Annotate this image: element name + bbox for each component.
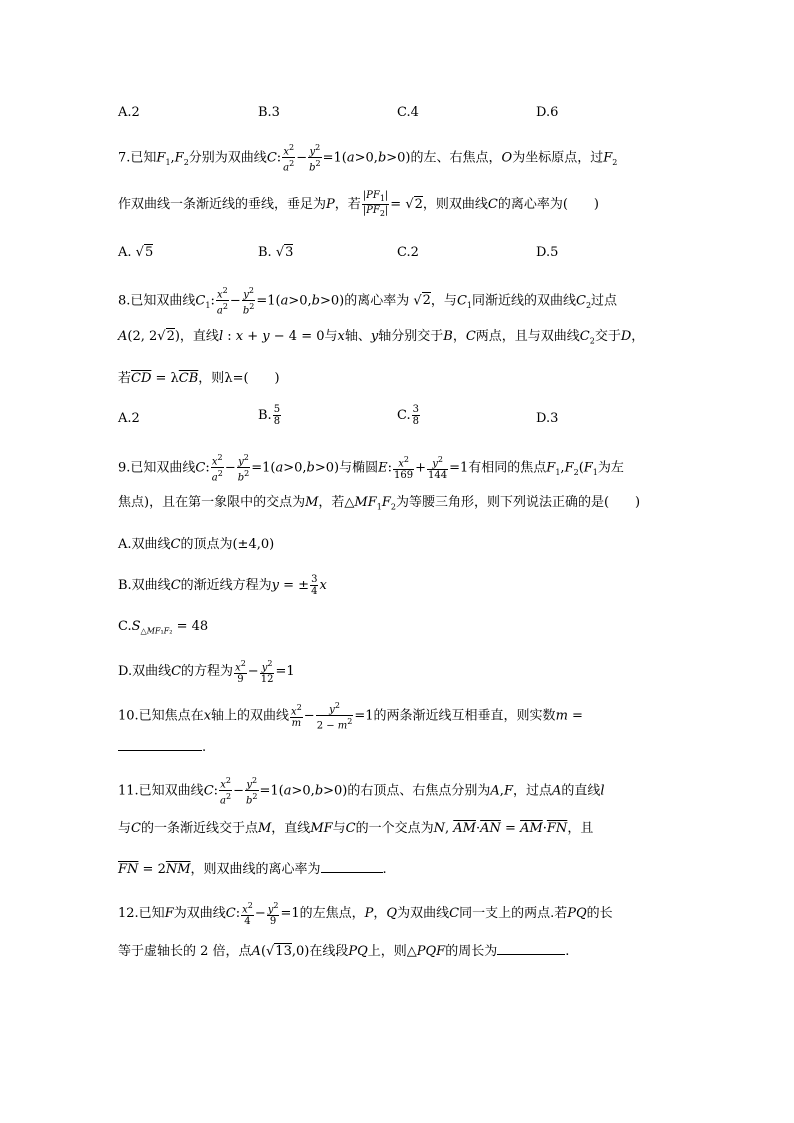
q7-option-d: D.5	[536, 245, 559, 260]
q8-option-c: C. $\frac{3}{8}$	[397, 404, 419, 427]
q9-option-a: A.双曲线C的顶点为(±4,0)	[118, 537, 275, 552]
q12-answer-blank[interactable]	[497, 942, 565, 955]
q8-line-1: 8.已知双曲线$C_1$: $\frac{x^2}{a^2}$ − $\frac{y^2}{b^2}$ =1(a>0,b>0)的离心率为 √2，与$C_1$同渐近线的双曲线$C_2$过点	[118, 286, 618, 317]
q6-option-d: D.6	[536, 105, 559, 120]
q11-line-1: 11.已知双曲线C: $\frac{x^2}{a^2}$ − $\frac{y^2}{b^2}$ =1(a>0,b>0)的右顶点、右焦点分别为A,F，过点A的直线l	[118, 776, 605, 807]
q8-option-b: B. $\frac{5}{8}$	[258, 404, 281, 427]
q9-line-2: 焦点)，且在第一象限中的交点为M，若$\triangle MF_1F_2$为等腰三角形，则下列说法正确的是( )	[118, 495, 641, 512]
q10-answer-blank[interactable]: .	[118, 738, 206, 757]
q11-answer-blank[interactable]	[321, 860, 383, 873]
q9-line-1: 9.已知双曲线C: $\frac{x^2}{a^2}$ − $\frac{y^2}{b^2}$ =1(a>0,b>0)与椭圆E: $\frac{x^2}{169}$ + $\frac{y^2}{144}$ =1有相同的焦点$F_1,F_2(F_1$为左	[118, 453, 624, 484]
q7-option-a: A. √5	[118, 245, 154, 260]
q12-line-1: 12.已知F为双曲线C: $\frac{x^2}{4}$ − $\frac{y^2}{9}$ =1的左焦点，P，Q为双曲线C同一支上的两点.若PQ的长	[118, 901, 613, 928]
q10-line-1: 10.已知焦点在x轴上的双曲线 $\frac{x^2}{m}$ − $\frac{y^2}{2 - m^2}$ =1的两条渐近线互相垂直，则实数m =	[118, 701, 583, 732]
q7-option-c: C.2	[397, 245, 419, 260]
q9-option-b: B.双曲线C的渐近线方程为y = ± $\frac{3}{4}$ x	[118, 574, 327, 597]
q11-line-2: 与C的一条渐近线交于点M，直线MF与C的一个交点为N, $\overline{AM}\cdot\overline{AN} = \overline{AM}\cdot\overline{FN}$，且	[118, 821, 594, 836]
q7-line-2: 作双曲线一条渐近线的垂线，垂足为P，若 $\frac{|PF_1|}{|PF_2|}$ = √2，则双曲线C的离心率为( )	[118, 190, 600, 218]
q6-option-c: C.4	[397, 105, 419, 120]
q8-option-d: D.3	[536, 411, 559, 426]
q9-option-c: $C.S_{\triangle MF_1F_2} = 48$	[118, 619, 209, 636]
q8-line-3: 若$\overline{CD} = \lambda\overline{CB}$，则λ=( )	[118, 371, 280, 386]
q12-line-2: 等于虚轴长的 2 倍，点A(√13,0)在线段PQ上，则△PQF的周长为 .	[118, 944, 570, 959]
q7-line-1: 7.已知$F_1,F_2$分别为双曲线C: $\frac{x^2}{a^2}$ − $\frac{y^2}{b^2}$ =1(a>0,b>0)的左、右焦点，O为坐标原点，过$F_2$	[118, 143, 618, 174]
q11-line-3: $\overline{FN} = 2\overline{NM}$，则双曲线的离心率为 .	[118, 862, 387, 877]
q6-option-b: B.3	[258, 105, 280, 120]
q9-option-d: D.双曲线C的方程为 $\frac{x^2}{9}$ − $\frac{y^2}{12}$ =1	[118, 659, 295, 686]
q6-option-a: A.2	[118, 105, 140, 120]
q7-option-b: B. √3	[258, 245, 294, 260]
q8-option-a: A.2	[118, 411, 140, 426]
q8-line-2: A(2, 2√2)，直线l : x + y − 4 = 0与x轴、y轴分别交于B，C两点，且与双曲线$C_2$交于D，	[118, 329, 645, 346]
